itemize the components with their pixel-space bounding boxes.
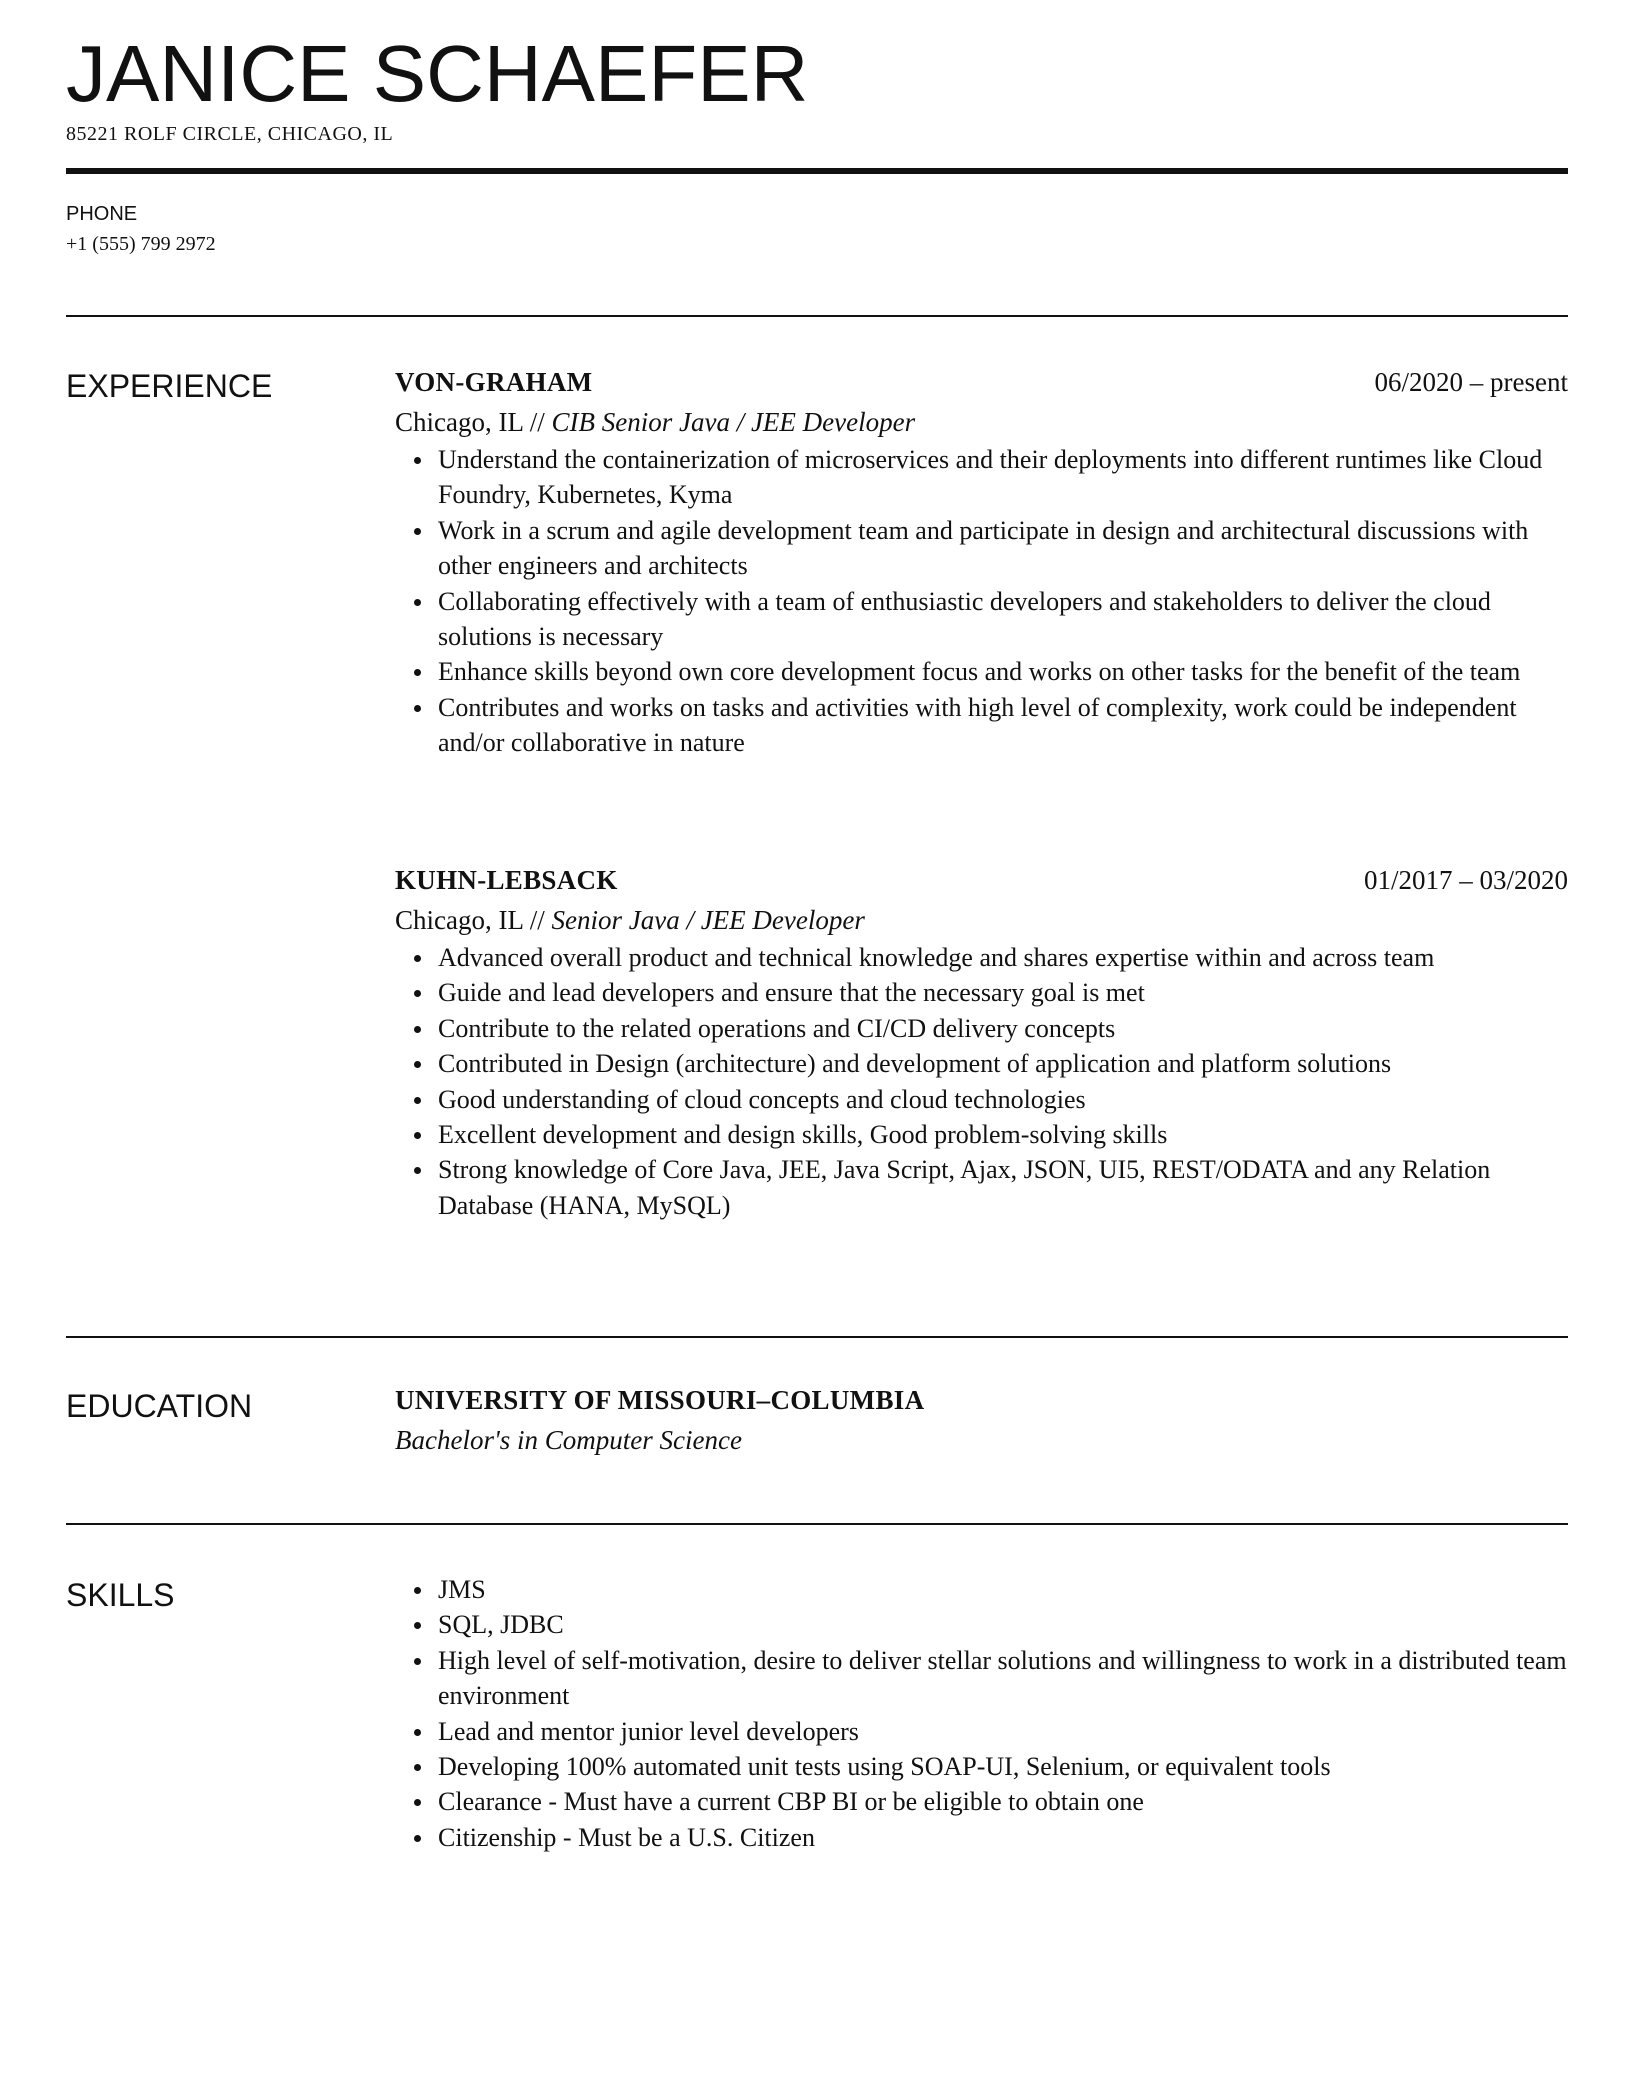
job-dates: 06/2020 – present [1374,367,1568,397]
header-divider [66,168,1568,174]
list-item: Good understanding of cloud concepts and cloud technologies [395,1082,1568,1117]
list-item: JMS [395,1572,1568,1607]
experience-entry [395,860,1568,1223]
company-name: KUHN-LEBSACK [395,865,618,895]
list-item: Enhance skills beyond own core development focus and works on other tasks for the benefit of the team [395,654,1568,689]
school-name: UNIVERSITY OF MISSOURI–COLUMBIA [395,1385,925,1415]
list-item: High level of self-motivation, desire to deliver stellar solutions and willingness to work in a distributed team environment [395,1643,1568,1714]
job-bullet-list [395,940,1568,1223]
company-name: VON-GRAHAM [395,367,593,397]
job-location: Chicago, IL [395,407,523,437]
list-item: Guide and lead developers and ensure that the necessary goal is met [395,975,1568,1010]
job-bullet-list [395,442,1568,761]
list-item: Developing 100% automated unit tests using SOAP-UI, Selenium, or equivalent tools [395,1749,1568,1784]
list-item: Understand the containerization of microservices and their deployments into different runtimes like Cloud Foundry, Kubernetes, Kyma [395,442,1568,513]
contact-divider [66,315,1568,317]
list-item: Work in a scrum and agile development team and participate in design and architectural discussions with other engineers and architects [395,513,1568,584]
degree: Bachelor's in Computer Science [395,1425,742,1455]
list-item: Contributes and works on tasks and activities with high level of complexity, work could be independent and/or collaborative in nature [395,690,1568,761]
list-item: Clearance - Must have a current CBP BI or be eligible to obtain one [395,1784,1568,1819]
job-subline [395,900,1568,940]
list-item: Citizenship - Must be a U.S. Citizen [395,1820,1568,1855]
phone-value: +1 (555) 799 2972 [66,233,216,255]
education-divider [66,1523,1568,1525]
list-item: Contribute to the related operations and CI/CD delivery concepts [395,1011,1568,1046]
list-item: SQL, JDBC [395,1607,1568,1642]
education-section-title: EDUCATION [66,1388,253,1424]
experience-section-title: EXPERIENCE [66,368,273,404]
list-item: Contributed in Design (architecture) and development of application and platform solutions [395,1046,1568,1081]
skills-entry [395,1572,1568,1855]
phone-label: PHONE [66,203,138,225]
experience-divider [66,1336,1568,1338]
experience-entry [395,362,1568,761]
job-header [395,362,1568,402]
candidate-address: 85221 ROLF CIRCLE, CHICAGO, IL [66,123,394,145]
job-header [395,860,1568,900]
job-dates: 01/2017 – 03/2020 [1363,865,1568,895]
education-entry [395,1380,1568,1460]
list-item: Strong knowledge of Core Java, JEE, Java Script, Ajax, JSON, UI5, REST/ODATA and any Relation Database (HANA, MySQL) [395,1152,1568,1223]
job-subline [395,402,1568,442]
skills-section-title: SKILLS [66,1577,175,1613]
list-item: Lead and mentor junior level developers [395,1714,1568,1749]
job-role: Senior Java / JEE Developer [551,905,865,935]
list-item: Excellent development and design skills, Good problem-solving skills [395,1117,1568,1152]
job-location: Chicago, IL [395,905,523,935]
job-role: CIB Senior Java / JEE Developer [551,407,916,437]
list-item: Collaborating effectively with a team of enthusiastic developers and stakeholders to deliver the cloud solutions is necessary [395,584,1568,655]
list-item: Advanced overall product and technical knowledge and shares expertise within and across team [395,940,1568,975]
skills-list [395,1572,1568,1855]
job-separator: // [522,407,552,437]
candidate-name: JANICE SCHAEFER [66,29,809,118]
job-separator: // [522,905,552,935]
